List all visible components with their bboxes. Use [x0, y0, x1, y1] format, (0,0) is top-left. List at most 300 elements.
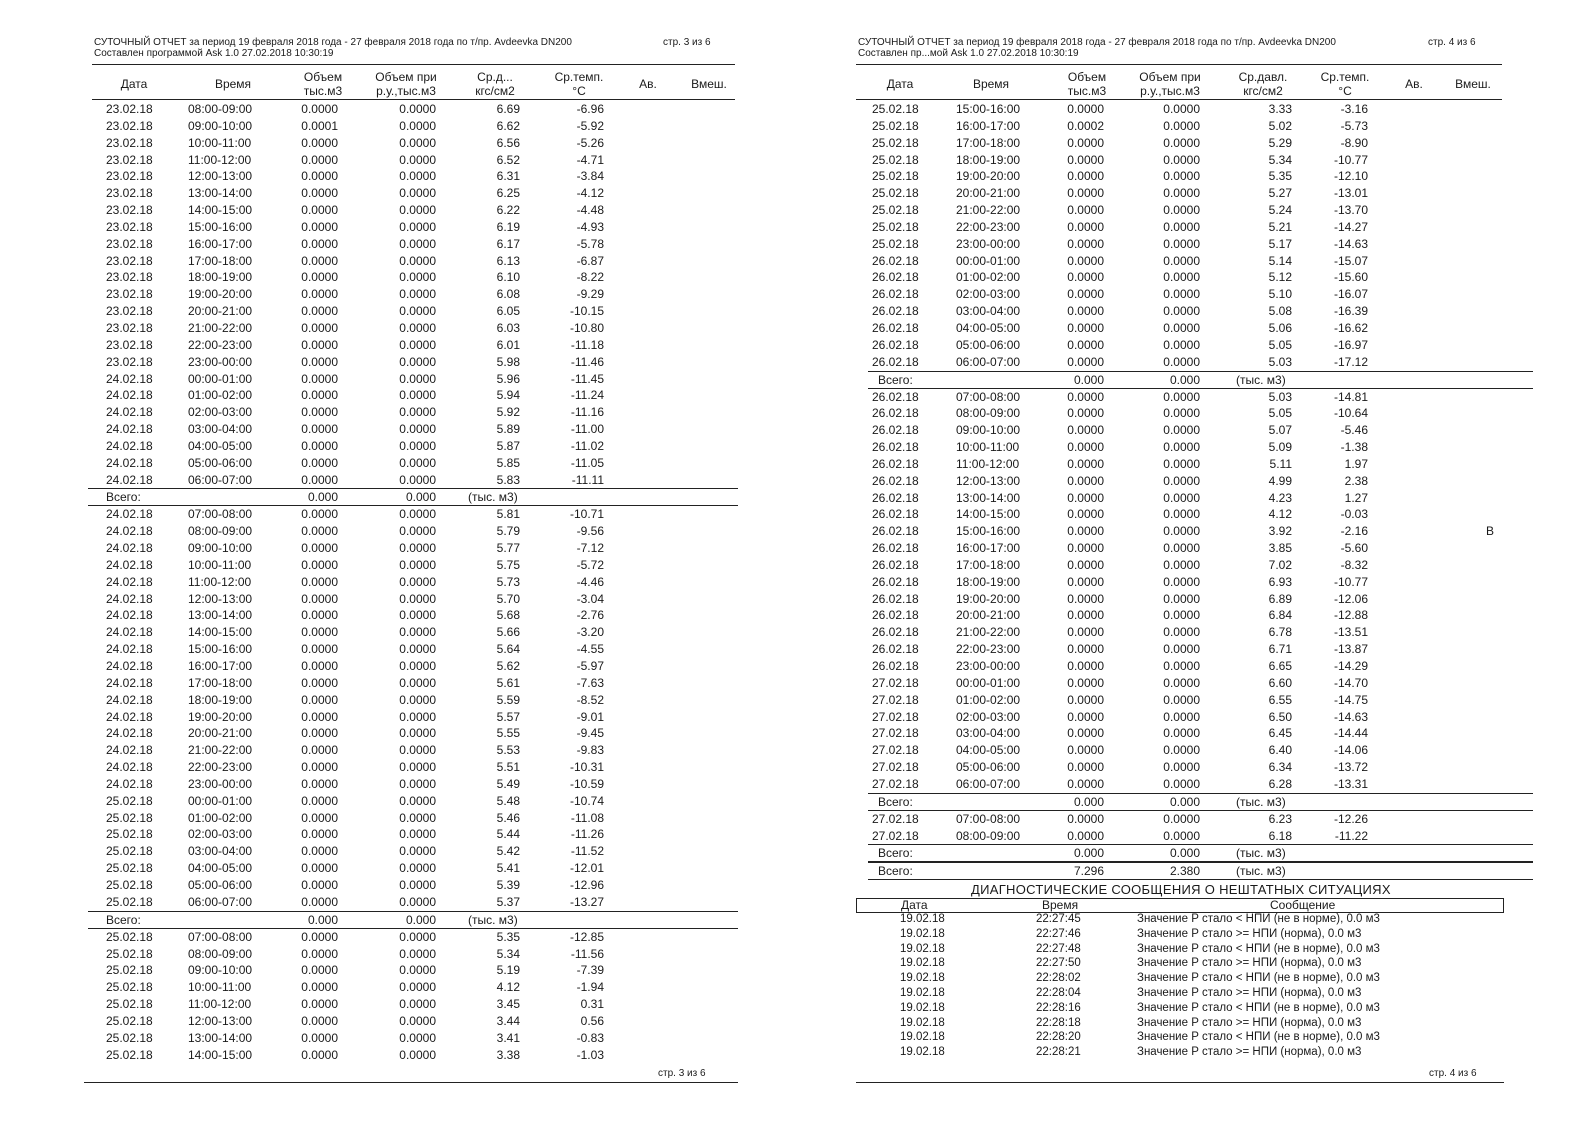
cell-volume-corrected: 0.0000: [1163, 169, 1200, 184]
cell-volume: 0.0000: [301, 203, 338, 218]
cell-time: 07:00-08:00: [188, 507, 253, 522]
total-row: [88, 488, 738, 506]
cell-time: 22:00-23:00: [188, 337, 253, 352]
cell-time: 10:00-11:00: [188, 135, 252, 150]
cell-volume-corrected: 0.0000: [399, 659, 436, 673]
cell-volume: 0.0000: [1067, 675, 1104, 690]
cell-volume-corrected: 0.0000: [399, 1013, 436, 1028]
cell-volume-corrected: 0.0000: [1163, 423, 1200, 438]
table-row: [88, 253, 738, 270]
diagnostic-row: [868, 1001, 1518, 1016]
cell-volume: 0.0000: [301, 946, 338, 961]
cell-volume-corrected: 0.0000: [1163, 186, 1200, 201]
diag-date: 19.02.18: [900, 972, 945, 985]
table-row: [88, 793, 738, 810]
cell-temperature: -6.96: [576, 102, 604, 116]
cell-time: 02:00-03:00: [956, 287, 1021, 302]
cell-pressure: 6.60: [1268, 675, 1292, 690]
cell-volume: 0.0000: [301, 726, 338, 741]
col-volume-corrected: [1130, 70, 1210, 98]
cell-date: 23.02.18: [106, 253, 153, 268]
cell-pressure: 7.02: [1268, 557, 1292, 572]
cell-date: 24.02.18: [106, 405, 153, 420]
cell-volume: 0.0000: [301, 1030, 338, 1045]
cell-volume: 0.0000: [301, 591, 338, 606]
cell-volume: 0.0000: [301, 388, 338, 403]
cell-date: 24.02.18: [106, 388, 153, 403]
cell-temperature: -8.52: [576, 692, 604, 707]
cell-time: 09:00-10:00: [188, 541, 253, 556]
cell-date: 24.02.18: [106, 625, 153, 640]
table-row: [88, 776, 738, 793]
cell-temperature: -10.80: [569, 320, 604, 335]
cell-date: 27.02.18: [872, 776, 919, 791]
cell-volume-corrected: 0.0000: [399, 337, 436, 352]
cell-volume: 0.0000: [301, 997, 338, 1012]
cell-volume: 0.0000: [301, 354, 338, 369]
cell-time: 17:00-18:00: [956, 135, 1021, 150]
table-row: [88, 472, 738, 489]
diagnostic-row: [868, 971, 1518, 986]
table-row: [868, 286, 1533, 303]
cell-volume-corrected: 0.0000: [1163, 524, 1200, 539]
cell-time: 20:00-21:00: [188, 726, 253, 741]
header-bottom-rule: [856, 99, 1502, 100]
table-row: [88, 202, 738, 219]
cell-temperature: -1.38: [1340, 440, 1368, 455]
total-unit: (тыс. м3): [468, 490, 518, 505]
col-time: Время: [214, 77, 252, 91]
cell-volume-corrected: 0.0000: [399, 270, 436, 285]
col-volume-l2: тыс.м3: [1067, 84, 1107, 98]
table-row: [88, 624, 738, 641]
cell-volume: 0.0000: [301, 980, 338, 995]
cell-volume: 0.0000: [301, 455, 338, 470]
table-row: [88, 709, 738, 726]
cell-time: 03:00-04:00: [188, 422, 253, 437]
cell-date: 24.02.18: [106, 743, 153, 758]
cell-volume: 0.0000: [1067, 253, 1104, 268]
cell-pressure: 6.10: [496, 270, 520, 285]
cell-pressure: 5.35: [1268, 169, 1292, 184]
cell-volume-corrected: 0.0000: [1163, 406, 1200, 421]
cell-time: 08:00-09:00: [956, 828, 1021, 843]
cell-date: 25.02.18: [106, 929, 153, 944]
cell-pressure: 6.05: [496, 304, 520, 319]
cell-volume: 0.0000: [301, 287, 338, 302]
cell-temperature: -14.29: [1333, 659, 1368, 673]
cell-time: 17:00-18:00: [188, 675, 253, 690]
table-row: [88, 387, 738, 404]
cell-time: 13:00-14:00: [188, 186, 253, 201]
cell-temperature: -5.73: [1340, 118, 1368, 133]
cell-pressure: 5.64: [496, 642, 520, 657]
cell-temperature: -15.60: [1333, 270, 1368, 285]
cell-volume: 0.0000: [301, 776, 338, 791]
cell-pressure: 6.13: [496, 253, 520, 268]
cell-time: 23:00-00:00: [956, 659, 1021, 673]
cell-time: 13:00-14:00: [956, 490, 1021, 505]
col-volume: [1052, 70, 1122, 98]
report-generated: Составлен программой Ask 1.0 27.02.2018 10:30:19: [94, 48, 334, 59]
cell-volume-corrected: 0.0000: [1163, 320, 1200, 335]
total-volume: 0.000: [1073, 372, 1104, 387]
cell-time: 06:00-07:00: [956, 776, 1021, 791]
cell-temperature: -5.92: [576, 118, 604, 133]
table-row: [88, 742, 738, 759]
cell-date: 24.02.18: [106, 557, 153, 572]
cell-volume: 0.0000: [301, 438, 338, 453]
diagnostic-row: [868, 1016, 1518, 1031]
cell-volume-corrected: 0.0000: [1163, 743, 1200, 758]
cell-temperature: -3.84: [576, 169, 604, 184]
cell-time: 09:00-10:00: [956, 423, 1021, 438]
cell-pressure: 5.73: [496, 574, 520, 589]
cell-volume-corrected: 0.0000: [399, 810, 436, 825]
cell-date: 25.02.18: [872, 219, 919, 234]
table-row: [88, 860, 738, 877]
cell-time: 04:00-05:00: [188, 861, 253, 876]
cell-temperature: -14.81: [1333, 389, 1368, 404]
cell-volume-corrected: 0.0000: [399, 169, 436, 184]
cell-time: 11:00-12:00: [188, 152, 252, 167]
cell-pressure: 5.49: [496, 776, 520, 791]
cell-pressure: 5.66: [496, 625, 520, 640]
table-row: [88, 152, 738, 169]
report-title: СУТОЧНЫЙ ОТЧЕТ за период 19 февраля 2018 года - 27 февраля 2018 года по т/пр. Avdeevka DN200: [94, 37, 572, 48]
cell-volume-corrected: 0.0000: [399, 253, 436, 268]
cell-volume-corrected: 0.0000: [1163, 456, 1200, 471]
cell-pressure: 6.22: [496, 203, 520, 218]
cell-volume: 0.0000: [1067, 541, 1104, 556]
col-volc-l1: Объем при: [375, 70, 437, 84]
cell-temperature: -10.64: [1333, 406, 1368, 421]
cell-pressure: 6.19: [496, 219, 520, 234]
cell-temperature: -11.26: [570, 827, 604, 842]
cell-volume-corrected: 0.0000: [399, 726, 436, 741]
cell-time: 00:00-01:00: [188, 793, 253, 808]
cell-date: 24.02.18: [106, 726, 153, 741]
cell-date: 25.02.18: [106, 997, 153, 1012]
cell-date: 27.02.18: [872, 811, 919, 826]
cell-date: 24.02.18: [106, 659, 153, 673]
table-row: [88, 219, 738, 236]
cell-volume: 0.0000: [1067, 389, 1104, 404]
cell-pressure: 6.17: [496, 236, 520, 251]
cell-volume-corrected: 0.0000: [1163, 574, 1200, 589]
cell-time: 05:00-06:00: [956, 337, 1021, 352]
cell-volume: 0.0000: [301, 793, 338, 808]
diag-message: Значение Р стало >= НПИ (норма), 0.0 м3: [1137, 986, 1362, 999]
diag-time: 22:28:04: [1036, 986, 1081, 999]
cell-pressure: 5.70: [496, 591, 520, 606]
cell-date: 26.02.18: [872, 456, 919, 471]
cell-temperature: -12.88: [1333, 608, 1368, 623]
page-number: стр. 4 из 6: [1428, 37, 1476, 48]
cell-pressure: 6.40: [1268, 743, 1292, 758]
cell-volume: 0.0000: [1067, 760, 1104, 775]
col-volume-corrected: [366, 70, 446, 98]
cell-time: 14:00-15:00: [956, 507, 1021, 522]
cell-volume-corrected: 0.0000: [399, 524, 436, 539]
cell-temperature: -13.70: [1333, 203, 1368, 218]
cell-time: 08:00-09:00: [188, 102, 253, 116]
cell-volume: 0.0000: [1067, 490, 1104, 505]
cell-temperature: -11.11: [571, 472, 604, 487]
col-mix: Вмеш.: [691, 77, 727, 91]
table-row: [868, 692, 1533, 709]
cell-date: 26.02.18: [872, 320, 919, 335]
cell-date: 26.02.18: [872, 608, 919, 623]
cell-volume-corrected: 0.0000: [1163, 473, 1200, 488]
cell-volume: 0.0000: [301, 337, 338, 352]
cell-temperature: -13.31: [1333, 776, 1368, 791]
table-row: [868, 591, 1533, 608]
cell-pressure: 5.19: [496, 963, 520, 978]
cell-pressure: 6.31: [496, 169, 520, 184]
total-volume-corrected: 0.000: [405, 490, 436, 505]
table-row: [868, 557, 1533, 574]
cell-temperature: -12.96: [569, 877, 604, 892]
cell-volume-corrected: 0.0000: [399, 642, 436, 657]
cell-volume-corrected: 0.0000: [399, 557, 436, 572]
total-label: Всего:: [106, 490, 141, 505]
cell-volume: 0.0000: [301, 963, 338, 978]
table-row: [88, 607, 738, 624]
col-volume: [288, 70, 358, 98]
cell-temperature: -11.45: [570, 371, 604, 386]
cell-pressure: 6.65: [1268, 659, 1292, 673]
total-row: [88, 911, 738, 929]
cell-pressure: 6.56: [496, 135, 520, 150]
cell-temperature: -12.85: [569, 929, 604, 944]
cell-pressure: 5.17: [1268, 236, 1292, 251]
total-volume: 7.296: [1073, 864, 1104, 879]
cell-volume: 0.0000: [301, 1013, 338, 1028]
cell-volume: 0.0000: [1067, 169, 1104, 184]
cell-temperature: -8.22: [576, 270, 604, 285]
diag-date: 19.02.18: [900, 1031, 945, 1044]
cell-volume: 0.0000: [301, 270, 338, 285]
cell-temperature: -5.46: [1340, 423, 1368, 438]
cell-pressure: 6.50: [1268, 709, 1292, 724]
cell-pressure: 6.28: [1268, 776, 1292, 791]
col-temperature: [548, 70, 610, 98]
cell-volume: 0.0000: [301, 574, 338, 589]
table-row: [868, 236, 1533, 253]
table-row: [88, 557, 738, 574]
cell-volume-corrected: 0.0000: [399, 236, 436, 251]
diag-date: 19.02.18: [900, 1046, 945, 1059]
cell-pressure: 5.61: [496, 675, 520, 690]
cell-time: 04:00-05:00: [956, 743, 1021, 758]
cell-temperature: -14.44: [1333, 726, 1368, 741]
table-row: [88, 1013, 738, 1030]
cell-pressure: 5.68: [496, 608, 520, 623]
cell-date: 24.02.18: [106, 472, 153, 487]
table-row: [88, 1030, 738, 1047]
cell-mix: B: [1486, 524, 1495, 539]
cell-temperature: -16.07: [1333, 287, 1368, 302]
cell-date: 25.02.18: [872, 186, 919, 201]
table-row: [868, 389, 1533, 406]
cell-temperature: 1.97: [1344, 456, 1368, 471]
cell-pressure: 5.53: [496, 743, 520, 758]
cell-volume: 0.0000: [301, 557, 338, 572]
cell-volume-corrected: 0.0000: [1163, 287, 1200, 302]
cell-volume-corrected: 0.0000: [399, 844, 436, 859]
cell-pressure: 5.55: [496, 726, 520, 741]
cell-pressure: 3.44: [496, 1013, 520, 1028]
cell-pressure: 3.92: [1268, 524, 1292, 539]
cell-volume-corrected: 0.0000: [399, 827, 436, 842]
cell-time: 22:00-23:00: [956, 219, 1021, 234]
cell-volume: 0.0000: [1067, 574, 1104, 589]
cell-temperature: -11.22: [1334, 828, 1368, 843]
cell-volume: 0.0000: [1067, 524, 1104, 539]
cell-pressure: 4.99: [1268, 473, 1292, 488]
cell-volume: 0.0000: [1067, 726, 1104, 741]
cell-date: 25.02.18: [106, 980, 153, 995]
cell-temperature: -8.32: [1340, 557, 1368, 572]
diag-time: 22:28:16: [1036, 1001, 1081, 1014]
cell-date: 27.02.18: [872, 743, 919, 758]
cell-pressure: 5.62: [496, 659, 520, 673]
cell-time: 23:00-00:00: [188, 776, 253, 791]
col-temp-l2: °С: [572, 84, 586, 98]
cell-volume: 0.0000: [301, 894, 338, 909]
cell-pressure: 6.69: [496, 102, 520, 116]
table-row: [868, 742, 1533, 759]
cell-time: 10:00-11:00: [188, 557, 252, 572]
cell-volume: 0.0000: [1067, 135, 1104, 150]
cell-volume-corrected: 0.0000: [399, 118, 436, 133]
diag-date: 19.02.18: [900, 986, 945, 999]
total-unit: (тыс. м3): [1236, 794, 1286, 809]
cell-volume-corrected: 0.0000: [399, 541, 436, 556]
cell-temperature: -4.12: [576, 186, 604, 201]
cell-volume-corrected: 0.0000: [399, 591, 436, 606]
cell-volume-corrected: 0.0000: [1163, 760, 1200, 775]
cell-time: 02:00-03:00: [956, 709, 1021, 724]
cell-volume: 0.0000: [301, 169, 338, 184]
cell-date: 26.02.18: [872, 253, 919, 268]
diag-message: Значение Р стало < НПИ (не в норме), 0.0 м3: [1137, 913, 1380, 925]
cell-pressure: 6.18: [1268, 828, 1292, 843]
table-row: [88, 540, 738, 557]
diagnostics-title: ДИАГНОСТИЧЕСКИЕ СООБЩЕНИЯ О НЕШТАТНЫХ СИТУАЦИЯХ: [971, 882, 1391, 897]
cell-date: 24.02.18: [106, 760, 153, 775]
cell-temperature: -10.15: [569, 304, 604, 319]
cell-temperature: -4.55: [576, 642, 604, 657]
diag-date: 19.02.18: [900, 1016, 945, 1029]
cell-pressure: 6.25: [496, 186, 520, 201]
cell-temperature: -10.31: [569, 760, 604, 775]
total-label: Всего:: [878, 372, 913, 387]
cell-volume: 0.0000: [301, 675, 338, 690]
diag-time: 22:27:48: [1036, 942, 1081, 955]
cell-date: 26.02.18: [872, 423, 919, 438]
diagnostics-table: [868, 912, 1518, 1060]
diag-date: 19.02.18: [900, 927, 945, 940]
cell-volume-corrected: 0.0000: [1163, 507, 1200, 522]
cell-date: 26.02.18: [872, 591, 919, 606]
cell-pressure: 5.46: [496, 810, 520, 825]
col-alarm: Ав.: [639, 77, 657, 91]
cell-pressure: 5.92: [496, 405, 520, 420]
table-row: [868, 574, 1533, 591]
cell-date: 23.02.18: [106, 169, 153, 184]
cell-time: 09:00-10:00: [188, 118, 253, 133]
total-row: [868, 371, 1533, 389]
cell-temperature: -11.08: [570, 810, 604, 825]
cell-date: 24.02.18: [106, 608, 153, 623]
cell-volume-corrected: 0.0000: [1163, 253, 1200, 268]
table-row: [88, 236, 738, 253]
cell-date: 23.02.18: [106, 270, 153, 285]
cell-volume: 0.0000: [301, 524, 338, 539]
cell-volume-corrected: 0.0000: [399, 625, 436, 640]
table-row: [88, 894, 738, 911]
total-row: [868, 862, 1533, 880]
table-row: [88, 810, 738, 827]
cell-date: 25.02.18: [106, 1030, 153, 1045]
cell-date: 26.02.18: [872, 473, 919, 488]
cell-time: 21:00-22:00: [188, 320, 253, 335]
cell-volume: 0.0000: [1067, 406, 1104, 421]
cell-volume: 0.0000: [301, 1047, 338, 1062]
cell-volume-corrected: 0.0000: [1163, 219, 1200, 234]
cell-pressure: 4.23: [1268, 490, 1292, 505]
col-alarm: Ав.: [1405, 77, 1423, 91]
cell-volume-corrected: 0.0000: [1163, 659, 1200, 673]
col-volc-l2: р.у.,тыс.м3: [1140, 84, 1200, 98]
cell-volume: 0.0000: [301, 659, 338, 673]
cell-time: 16:00-17:00: [956, 118, 1021, 133]
cell-time: 20:00-21:00: [956, 608, 1021, 623]
table-row: [868, 473, 1533, 490]
cell-time: 14:00-15:00: [188, 203, 253, 218]
cell-date: 26.02.18: [872, 406, 919, 421]
cell-time: 05:00-06:00: [956, 760, 1021, 775]
table-row: [868, 828, 1533, 845]
cell-volume-corrected: 0.0000: [399, 152, 436, 167]
cell-time: 01:00-02:00: [956, 270, 1021, 285]
col-pres-l1: Ср.давл.: [1238, 70, 1288, 84]
cell-volume-corrected: 0.0000: [399, 405, 436, 420]
cell-date: 24.02.18: [106, 692, 153, 707]
cell-date: 24.02.18: [106, 371, 153, 386]
cell-date: 27.02.18: [872, 726, 919, 741]
table-row: [868, 422, 1533, 439]
cell-volume-corrected: 0.0000: [399, 793, 436, 808]
cell-volume: 0.0000: [301, 929, 338, 944]
total-volume-corrected: 0.000: [405, 912, 436, 927]
cell-temperature: -7.39: [576, 963, 604, 978]
table-row: [88, 843, 738, 860]
cell-temperature: -14.63: [1333, 709, 1368, 724]
cell-volume: 0.0000: [301, 541, 338, 556]
total-label: Всего:: [878, 864, 913, 879]
cell-date: 26.02.18: [872, 659, 919, 673]
diagnostic-row: [868, 956, 1518, 971]
diag-message: Значение Р стало >= НПИ (норма), 0.0 м3: [1137, 1016, 1362, 1029]
cell-volume: 0.0000: [1067, 287, 1104, 302]
header-bottom-rule: [92, 99, 735, 100]
cell-volume-corrected: 0.0000: [1163, 625, 1200, 640]
cell-volume-corrected: 0.0000: [399, 422, 436, 437]
cell-volume: 0.0000: [301, 608, 338, 623]
